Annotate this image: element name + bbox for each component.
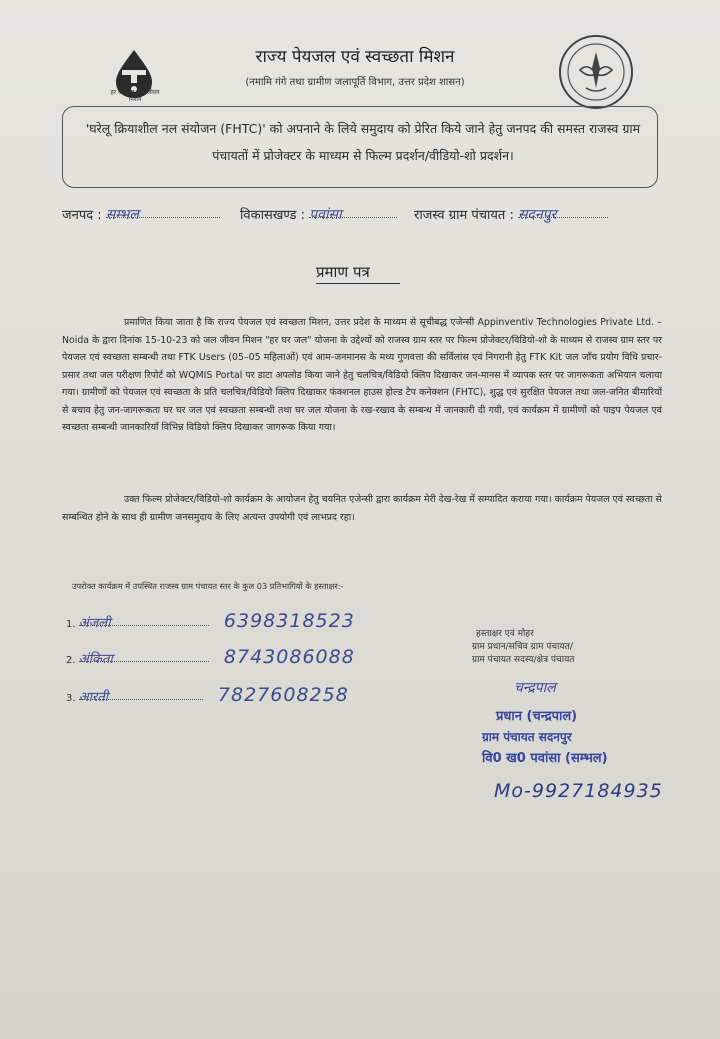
stamp-signature: चन्द्रपाल (514, 680, 556, 696)
participant-row-2 (66, 646, 355, 668)
panchayat-field (414, 205, 608, 223)
mobile-number: Mo-9927184935 (494, 780, 663, 802)
participant-name: अंजली (78, 616, 111, 631)
district-label: जनपद : (62, 208, 102, 223)
subject-text: 'घरेलू क्रियाशील नल संयोजन (FHTC)' को अपनाने के लिये समुदाय को प्रेरित किये जाने हेतु जनपद की समस्त राजस्व ग्राम पंचायतों में प्रोजेक्टर के माध्यम से फिल्म प्रदर्शन/वीडियो-शो प्रदर्शन। (85, 121, 641, 163)
participant-num: 1. (66, 619, 76, 630)
panchayat-value: सदनपुर (517, 207, 557, 223)
participant-row-3 (66, 684, 349, 706)
participant-row-1 (66, 610, 355, 632)
participant-phone: 6398318523 (223, 610, 355, 632)
certificate-paragraph-2 (62, 491, 662, 526)
stamp-line-1: प्रधान (चन्द्रपाल) (496, 709, 578, 724)
logo-left-caption: हर घर जल जल जीवन मिशन (110, 89, 160, 103)
participant-phone: 8743086088 (223, 646, 355, 668)
certificate-para2-text: उक्त फिल्म प्रोजेक्टर/विडियो-शो कार्यक्रम के आयोजन हेतु चयनित एजेन्सी द्वारा कार्यक्रम मेरी देख-रेख में सम्पादित कराया गया। कार्यक्रम पेयजल एवं स्वच्छता से सम्बन्धित होने के साथ ही ग्रामीण जनसमुदाय के लिए अत्यन्त उपयोगी एवं लाभप्रद रहा। (62, 494, 662, 523)
authority-labels (472, 628, 642, 667)
participants-note: उपरोक्त कार्यक्रम में उपस्थित राजस्व ग्राम पंचायत स्तर के कुल 03 प्रतिभागियों के हस्ताक्षर:- (72, 581, 344, 591)
certificate-title: प्रमाण पत्र (316, 263, 370, 281)
authority-label-2: ग्राम प्रधान/सचिव ग्राम पंचायत/ (472, 642, 573, 652)
certificate-title-underline (316, 283, 400, 284)
participant-num: 3. (66, 693, 76, 704)
up-government-emblem-icon (556, 32, 636, 112)
participant-line (78, 687, 203, 705)
district-value-line (105, 205, 220, 223)
block-value: पवांसा (309, 207, 342, 223)
certificate-paragraph-1 (62, 314, 662, 437)
authority-label-3: ग्राम पंचायत सदस्य/क्षेत्र पंचायत (472, 655, 575, 665)
participant-phone: 7827608258 (217, 684, 349, 706)
participant-name: आरती (78, 690, 109, 705)
participant-line (78, 613, 209, 631)
participant-name: अंकिता (78, 652, 113, 667)
certificate-para1-text: प्रमाणित किया जाता है कि राज्य पेयजल एवं स्वच्छता मिशन, उत्तर प्रदेश के माध्यम से सूचीबद्ध एजेन्सी Appinventiv Technologies Private Ltd. – Noida के द्वारा दिनांक 15-10-23 को जल जीवन मिशन "हर घर जल" योजना के उद्देश्यों को राजस्व ग्राम स्तर पर फिल्म प्रोजेक्टर/विडियो-शो के माध्यम से राजस्व ग्राम स्तर पर पेयजल एवं स्वच्छता सम्बन्धी तथा FTK Users (05–05 महिलाओं) एवं आम-जनमानस के मध्य गुणवत्ता की सर्विलांस एवं निगरानी हेतु FTK Kit जल जाँच प्रयोग विधि प्रचार-प्रसार तथा जल परीक्षण रिपोर्ट को WQMIS Portal पर डाटा अपलोड किया जाने हेतु चलचित्र/विडियो क्लिप दिखाकर जन-मानस में व्यापक स्तर पर जागरूकता अभियान चलाया गया। ग्रामीणों को पेयजल एवं स्वच्छता के प्रति चलचित्र/विडियो क्लिप दिखाकर फंक्शनल हाउस होल्ड टैप कनेक्शन (FHTC), शुद्ध एवं सुरक्षित पेयजल तथा जल-जनित बीमारियों से बचाव हेतु जन-जागरूकता घर घर जल एवं स्वच्छता सम्बन्धी तथा घर जल योजना के रख-रखाव के सम्बन्ध में जानकारी दी गयी, एवं कार्यक्रम में ग्रामीणों को पाइप पेयजल एवं स्वच्छता सम्बन्धी जानकारियाँ विभिन्न विडियो क्लिप दिखाकर जागरूक किया गया। (62, 317, 662, 433)
block-field (240, 205, 397, 223)
district-field (62, 205, 220, 223)
header-title: राज्य पेयजल एवं स्वच्छता मिशन (255, 47, 455, 67)
district-value: सम्भल (105, 207, 139, 223)
panchayat-label: राजस्व ग्राम पंचायत : (414, 208, 514, 223)
header-subtitle: (नमामि गंगे तथा ग्रामीण जलापूर्ति विभाग, उत्तर प्रदेश शासन) (245, 77, 465, 88)
participant-num: 2. (66, 655, 76, 666)
stamp-line-3: वि0 ख0 पवांसा (सम्भल) (482, 751, 608, 766)
authority-label-1: हस्ताक्षर एवं मोहर (476, 629, 534, 639)
panchayat-value-line (517, 205, 608, 223)
stamp-line-2: ग्राम पंचायत सदनपुर (482, 730, 572, 744)
block-value-line (309, 205, 397, 223)
participant-line (78, 649, 209, 667)
block-label: विकासखण्ड : (240, 208, 306, 223)
